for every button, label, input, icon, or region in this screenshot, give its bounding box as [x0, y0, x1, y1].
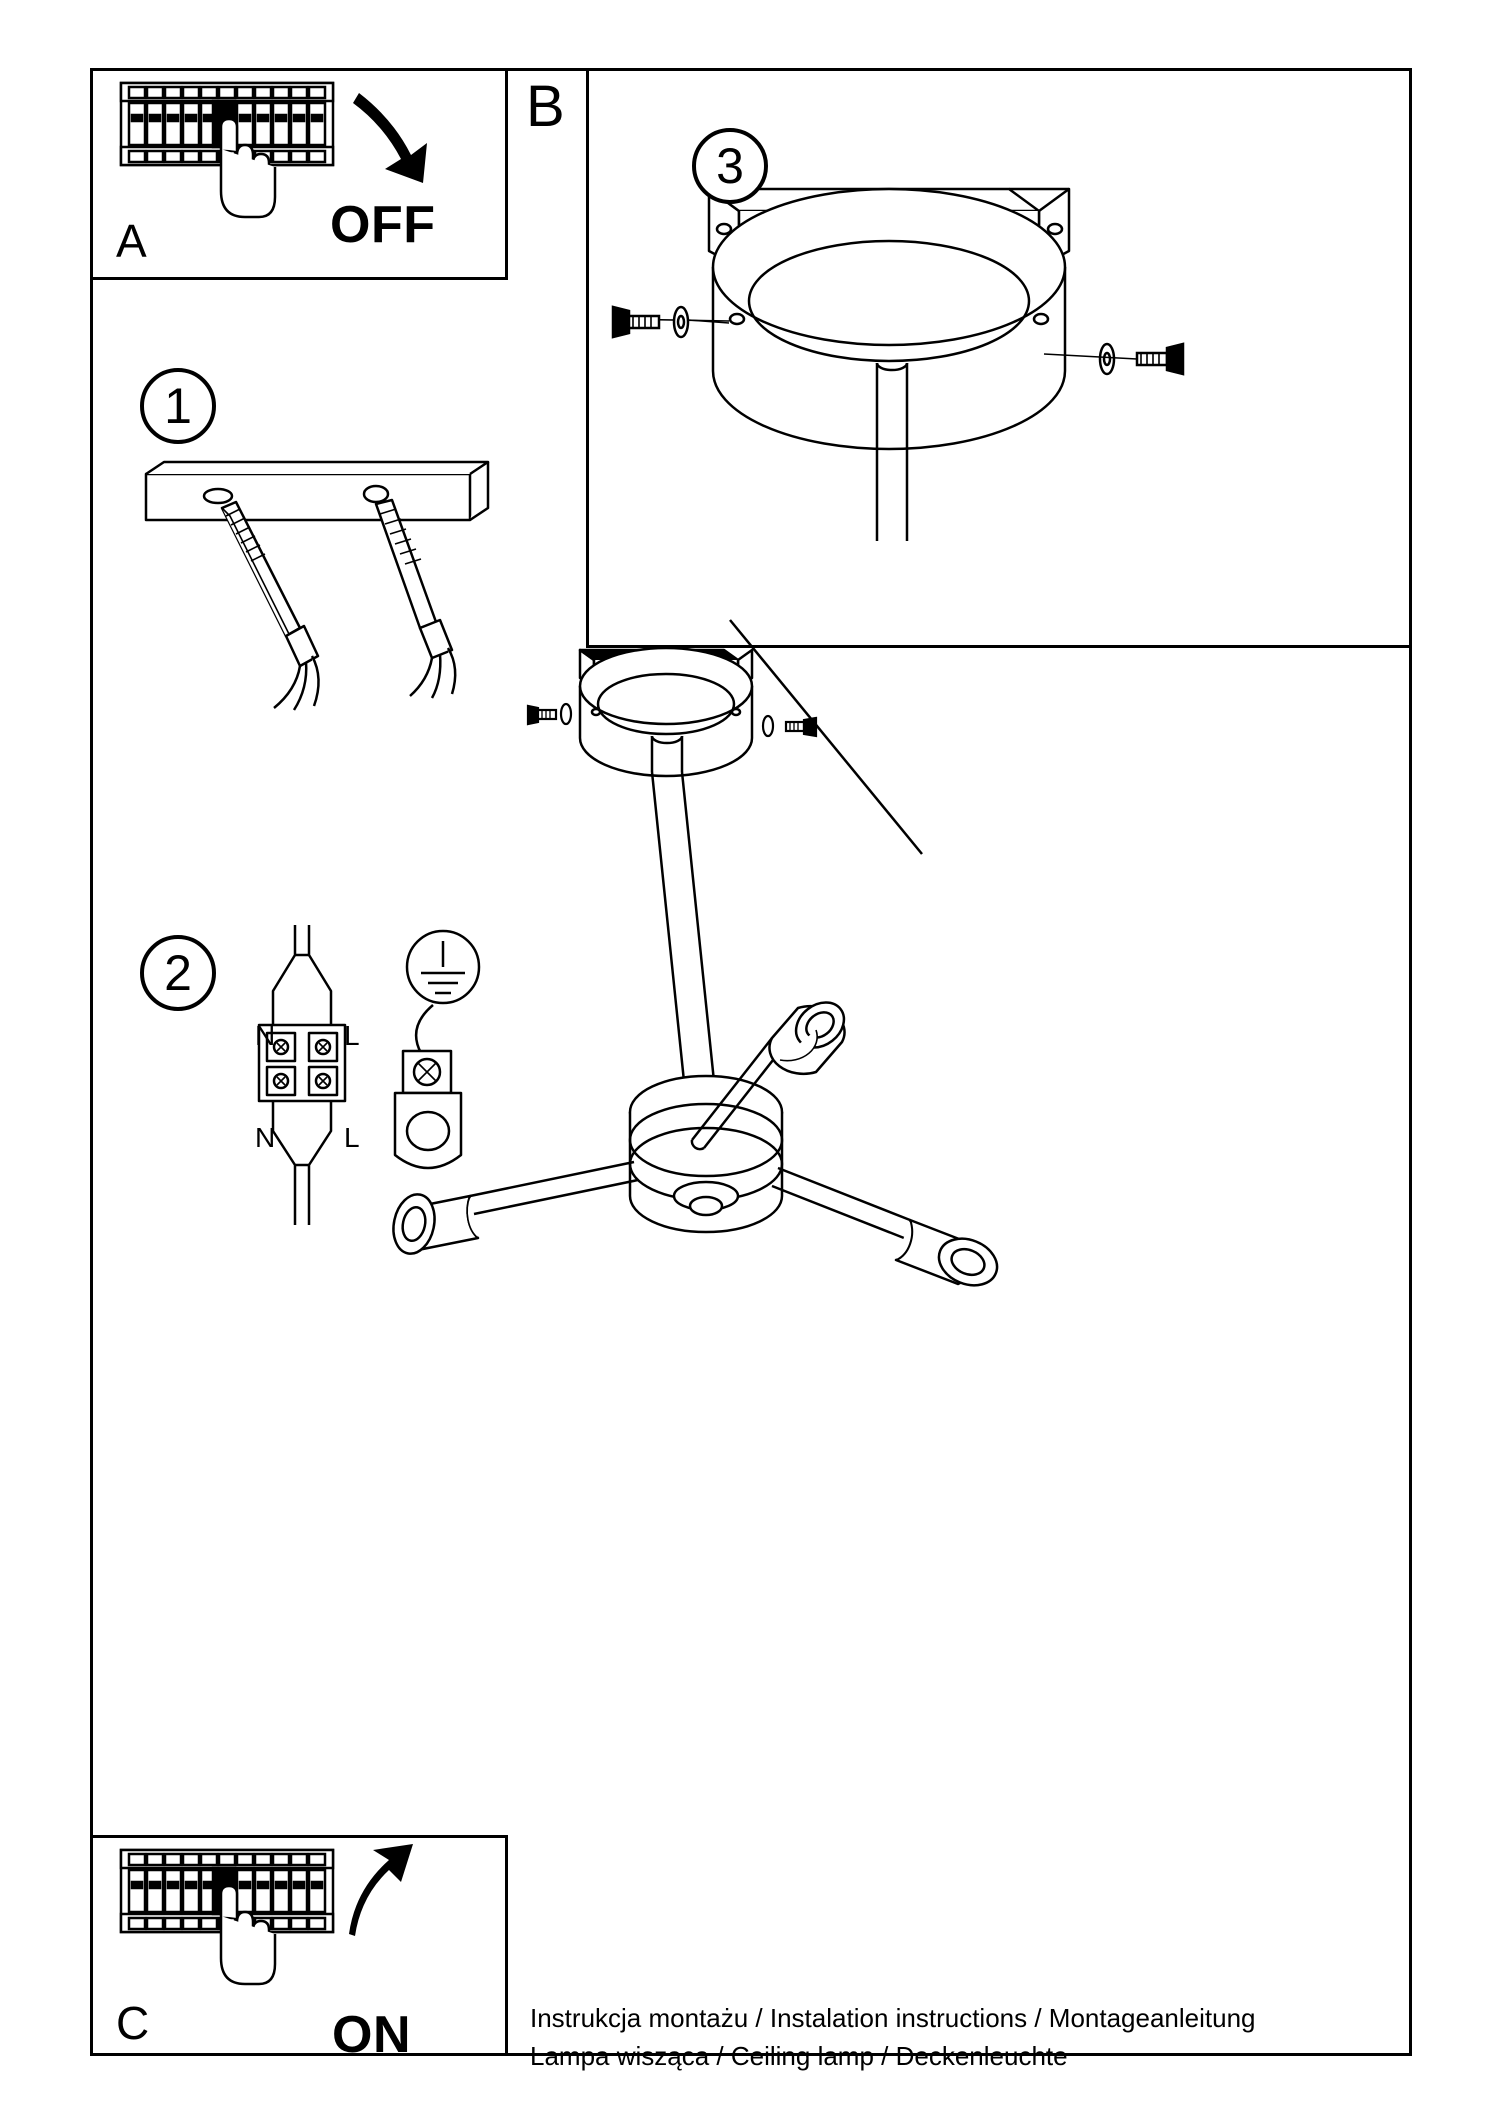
bolt-icon-left: [613, 307, 659, 337]
step-1-number: 1: [164, 378, 192, 434]
step-3-number: 3: [716, 138, 744, 194]
step-2-number: 2: [164, 945, 192, 1001]
canopy-bolt-right: [763, 716, 816, 736]
panel-a-power-off: [90, 68, 508, 280]
earth-terminal-block-icon: [395, 1005, 461, 1168]
terminal-label-n-bottom: N: [255, 1122, 276, 1153]
lamp-assembly-illustration: [620, 640, 1360, 1690]
washer-icon-left: [674, 307, 688, 337]
step-2-badge: [140, 935, 216, 1011]
washer-icon-right: [1100, 344, 1114, 374]
step-2-illustration: [255, 925, 525, 1245]
terminal-label-l-top: L: [344, 1020, 360, 1051]
step-1-badge: [140, 368, 216, 444]
arrow-up-icon: [349, 1844, 413, 1936]
arrow-down-icon: [353, 93, 427, 183]
bolt-icon-right: [1137, 344, 1183, 374]
panel-b-letter: B: [526, 74, 565, 139]
terminal-label-n-top: N: [255, 1020, 276, 1051]
breaker-on-illustration: [93, 1838, 505, 2053]
footer-text: [530, 2000, 1390, 2075]
panel-a-letter: A: [116, 215, 147, 267]
footer-line-1: Instrukcja montażu / Instalation instructions / Montageanleitung: [530, 2003, 1256, 2033]
panel-c-on-label: ON: [332, 2006, 411, 2064]
step-1-illustration: [140, 460, 560, 760]
lamp-center-body: [630, 1076, 782, 1232]
panel-c-power-on: [90, 1835, 508, 2056]
panel-c-letter: C: [116, 1997, 150, 2049]
step-3-badge: [692, 128, 768, 204]
breaker-off-illustration: [93, 71, 505, 277]
panel-a-off-label: OFF: [330, 196, 436, 254]
lamp-arm-right: [772, 1168, 1004, 1294]
terminal-label-l-bottom: L: [344, 1122, 360, 1153]
footer-line-2: Lampa wisząca / Ceiling lamp / Deckenleuchte: [530, 2040, 1068, 2071]
earth-ground-icon: [407, 931, 479, 1003]
